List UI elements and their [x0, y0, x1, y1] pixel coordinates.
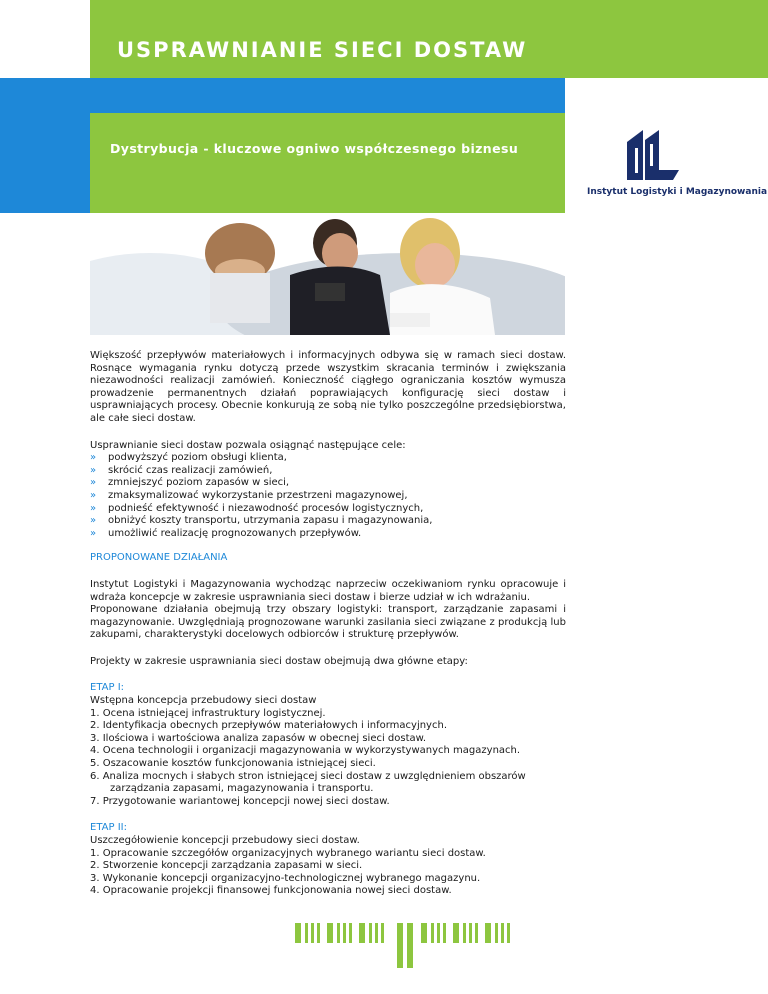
list-item: 2. Stworzenie koncepcji zarządzania zapasami w sieci.: [90, 860, 363, 872]
list-item: 3. Wykonanie koncepcji organizacyjno-technologicznej wybranego magazynu.: [90, 872, 481, 884]
list-item: 3. Ilościowa i wartościowa analiza zapasów w obecnej sieci dostaw.: [90, 732, 427, 744]
subtitle-green-block: [90, 113, 565, 213]
list-item: » zmaksymalizować wykorzystanie przestrzeni magazynowej,: [90, 490, 566, 503]
barcode-graphic: [295, 913, 545, 968]
stage1-section: [90, 682, 566, 808]
list-item: 4. Opracowanie projekcji finansowej funkcjonowania nowej sieci dostaw.: [90, 885, 452, 897]
list-item: zarządzania zapasami, magazynowania i transportu.: [110, 783, 374, 795]
list-item: » umożliwić realizację prognozowanych przepływów.: [90, 528, 566, 541]
list-item: 1. Ocena istniejącej infrastruktury logistycznej.: [90, 707, 326, 719]
proposed-p1: Instytut Logistyki i Magazynowania wychodząc naprzeciw oczekiwaniom rynku opracowuje i wdraża koncepcje w zakresie usprawniania sieci dostaw i bierze udział w ich wdrażaniu.: [90, 578, 566, 603]
business-meeting-photo: [90, 213, 565, 335]
page-subtitle: Dystrybucja - kluczowe ogniwo współczesnego biznesu: [110, 141, 519, 156]
proposed-p3: Projekty w zakresie usprawniania sieci dostaw obejmują dwa główne etapy:: [90, 655, 468, 667]
main-content: [90, 350, 566, 898]
list-item: 1. Opracowanie szczegółów organizacyjnych wybranego wariantu sieci dostaw.: [90, 847, 486, 859]
stage2-section: [90, 822, 566, 898]
list-item: 4. Ocena technologii i organizacji magazynowania w wykorzystywanych magazynach.: [90, 745, 521, 757]
intro-paragraph: Większość przepływów materiałowych i informacyjnych odbywa się w ramach sieci dostaw. Rosnące wymagania rynku dotyczą przede wszystkim skracania terminów i zwiększania niezawodności realizacji zamówień. Konieczność ciągłego ograniczania kosztów wymusza prowadzenie permanentnych działań poprawiających konfigurację sieci dostaw i usprawniających procesy. Obecnie konkurują ze sobą nie tylko poszczególne przedsiębiorstwa, ale całe sieci dostaw.: [90, 350, 566, 424]
goals-intro: Usprawnianie sieci dostaw pozwala osiągnąć następujące cele:: [90, 439, 406, 451]
proposed-p2: Proponowane działania obejmują trzy obszary logistyki: transport, zarządzanie zapasami i magazynowanie. Uwzględniają prognozowane warunki zasilania sieci związane z produkcją lub zakupami, charakterystyki docelowych odbiorców i strukturę przepływów.: [90, 604, 566, 641]
list-item: 6. Analiza mocnych i słabych stron istniejącej sieci dostaw z uwzględnieniem obszarów: [90, 770, 526, 782]
list-item: » skrócić czas realizacji zamówień,: [90, 465, 566, 478]
list-item: » obniżyć koszty transportu, utrzymania zapasu i magazynowania,: [90, 515, 566, 528]
list-item: » podwyższyć poziom obsługi klienta,: [90, 452, 566, 465]
goals-list: [90, 452, 566, 540]
goals-section: [90, 440, 566, 541]
stage1-heading: ETAP I:: [90, 682, 125, 694]
stage2-heading: ETAP II:: [90, 822, 127, 834]
list-item: 2. Identyfikacja obecnych przepływów materiałowych i informacyjnych.: [90, 720, 447, 732]
stage2-intro: Uszczegółowienie koncepcji przebudowy sieci dostaw.: [90, 835, 360, 846]
page-title: USPRAWNIANIE SIECI DOSTAW: [117, 38, 528, 62]
proposed-heading: PROPONOWANE DZIAŁANIA: [90, 552, 228, 564]
list-item: » podnieść efektywność i niezawodność procesów logistycznych,: [90, 503, 566, 516]
logo-name: Instytut Logistyki i Magazynowania: [587, 187, 768, 197]
list-item: » zmniejszyć poziom zapasów w sieci,: [90, 477, 566, 490]
stage1-intro: Wstępna koncepcja przebudowy sieci dostaw: [90, 695, 317, 707]
list-item: 7. Przygotowanie wariantowej koncepcji nowej sieci dostaw.: [90, 795, 390, 807]
list-item: 5. Oszacowanie kosztów funkcjonowania istniejącej sieci.: [90, 758, 376, 770]
